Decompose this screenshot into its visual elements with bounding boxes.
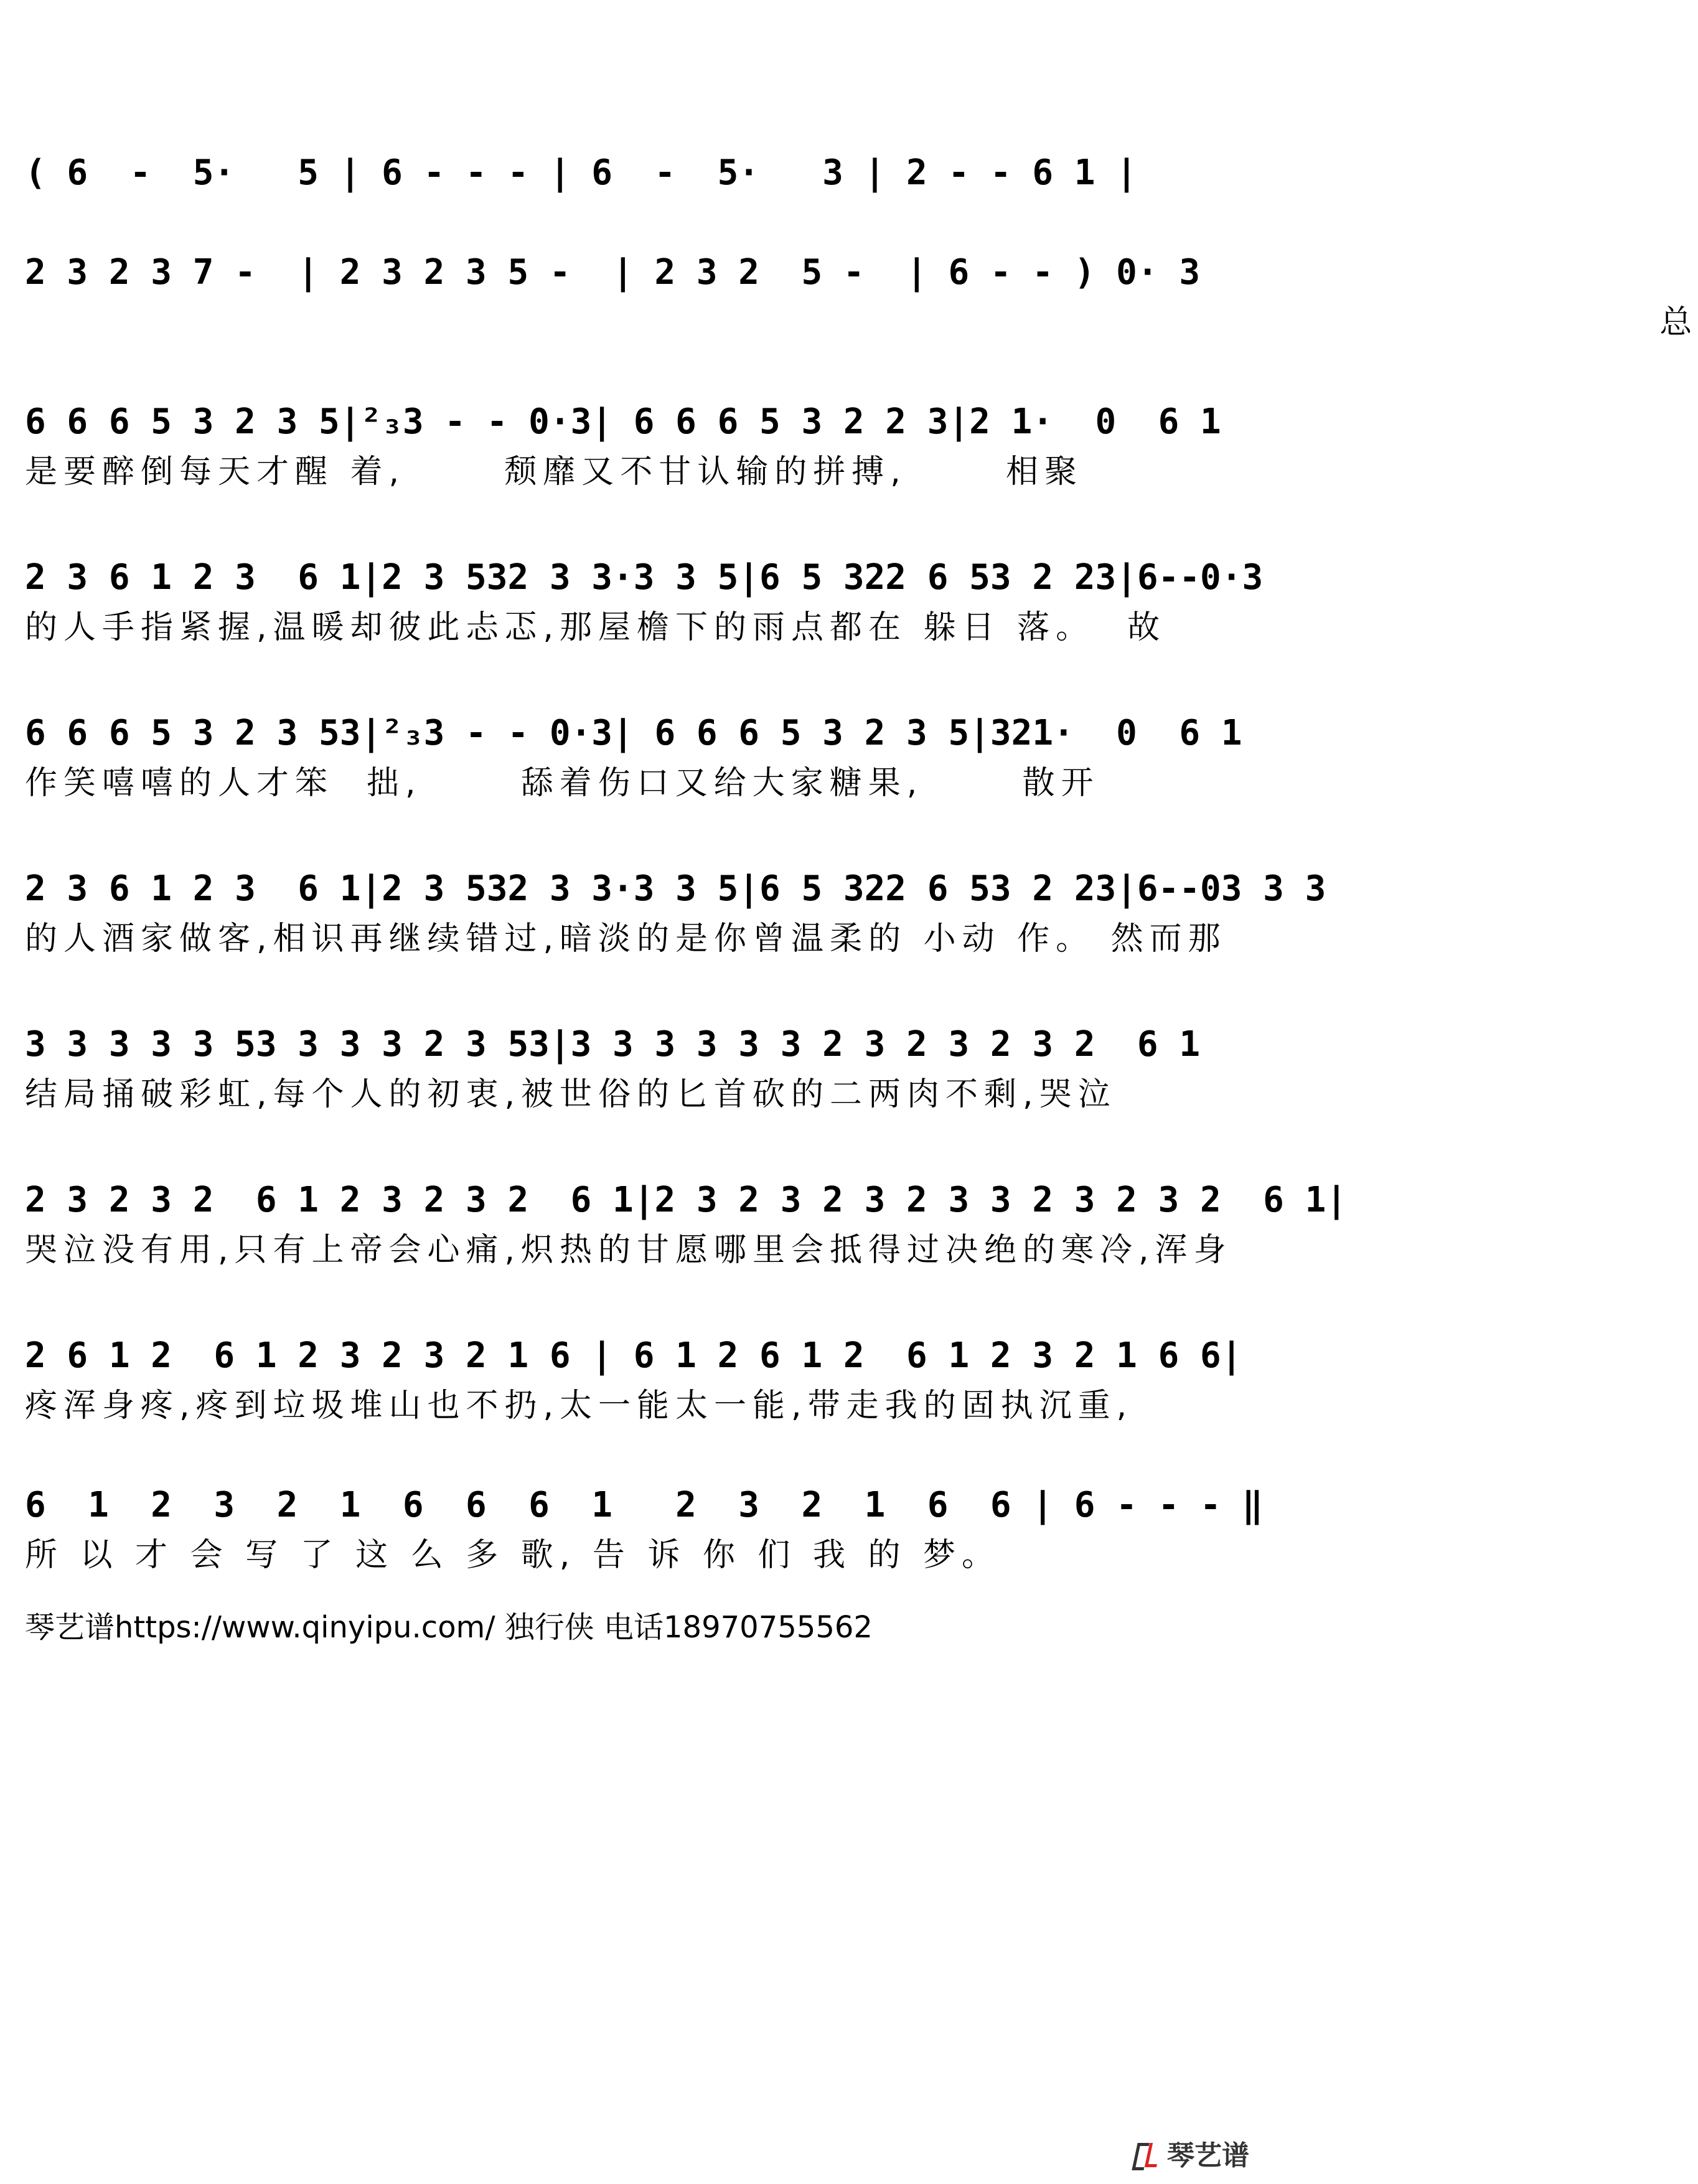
notation-row: 2 3 6 1 2 3 6 1|2 3 532 3 3·3 3 5|6 5 322 6 53 2 23|6--0·3 <box>25 557 1264 598</box>
lyrics-row: 疼浑身疼,疼到垃圾堆山也不扔,太一能太一能,带走我的固执沉重, <box>25 1387 1133 1424</box>
notation-row: 2 3 6 1 2 3 6 1|2 3 532 3 3·3 3 5|6 5 322 6 53 2 23|6--03 3 3 <box>25 868 1326 909</box>
qinyipu-logo-icon <box>1132 2138 1162 2168</box>
lyrics-row: 总 <box>25 304 1698 341</box>
logo-text: 琴艺谱 <box>1167 2140 1249 2172</box>
lyrics-row: 的人手指紧握,温暖却彼此忐忑,那屋檐下的雨点都在 躲日 落。 故 <box>25 609 1166 646</box>
notation-row: 6 1 2 3 2 1 6 6 6 1 2 3 2 1 6 6 | 6 - - - ‖ <box>25 1485 1264 1525</box>
notation-row: 2 3 2 3 7 - | 2 3 2 3 5 - | 2 3 2 5 - | 6 - - ) 0· 3 <box>25 252 1201 293</box>
lyrics-row: 作笑嘻嘻的人才笨 拙, 舔着伤口又给大家糖果, 散开 <box>25 765 1100 802</box>
notation-row: 3 3 3 3 3 53 3 3 3 2 3 53|3 3 3 3 3 3 2 3 2 3 2 3 2 6 1 <box>25 1024 1201 1065</box>
notation-row: 6 6 6 5 3 2 3 5|²₃3 - - 0·3| 6 6 6 5 3 2 2 3|2 1· 0 6 1 <box>25 402 1221 442</box>
notation-row: 6 6 6 5 3 2 3 53|²₃3 - - 0·3| 6 6 6 5 3 2 3 5|321· 0 6 1 <box>25 713 1242 753</box>
lyrics-row: 结局捅破彩虹,每个人的初衷,被世俗的匕首砍的二两肉不剩,哭泣 <box>25 1076 1117 1113</box>
footer-credit: 琴艺谱https://www.qinyipu.com/ 独行侠 电话18970755562 <box>25 1610 873 1645</box>
lyrics-row: 所 以 才 会 写 了 这 么 多 歌, 告 诉 你 们 我 的 梦。 <box>25 1537 1000 1574</box>
site-logo <box>1132 2134 1275 2172</box>
notation-row: 2 6 1 2 6 1 2 3 2 3 2 1 6 | 6 1 2 6 1 2 6 1 2 3 2 1 6 6| <box>25 1335 1242 1376</box>
lyrics-row: 哭泣没有用,只有上帝会心痛,炽热的甘愿哪里会抵得过决绝的寒冷,浑身 <box>25 1231 1232 1269</box>
notation-row: ( 6 - 5· 5 | 6 - - - | 6 - 5· 3 | 2 - - 6 1 | <box>25 153 1137 193</box>
notation-row: 2 3 2 3 2 6 1 2 3 2 3 2 6 1|2 3 2 3 2 3 2 3 3 2 3 2 3 2 6 1| <box>25 1180 1348 1220</box>
lyrics-row: 的人酒家做客,相识再继续错过,暗淡的是你曾温柔的 小动 作。 然而那 <box>25 920 1227 958</box>
lyrics-row: 是要醉倒每天才醒 着, 颓靡又不甘认输的拼搏, 相聚 <box>25 453 1083 491</box>
